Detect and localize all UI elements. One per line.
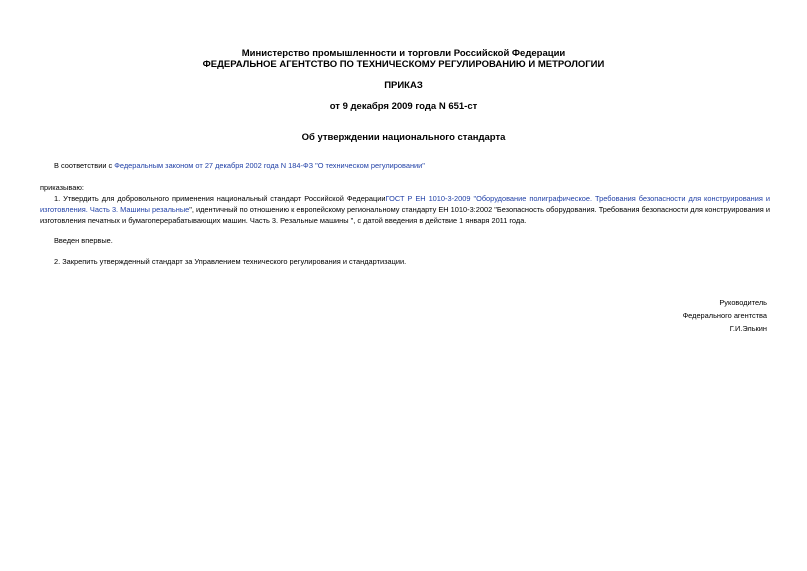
document-type: ПРИКАЗ [384, 80, 423, 91]
signature-name: Г.И.Элькин [729, 324, 767, 333]
signature-position-line1: Руководитель [719, 298, 767, 307]
order-date-number: от 9 декабря 2009 года N 651-ст [329, 101, 478, 112]
first-introduced-note: Введен впервые. [54, 236, 113, 245]
item1-line-3: изготовления печатных и бумагоперерабатывающих машин. Часть 3. Резальные машины ", с датой введения в действие 1 января 2011 года. [40, 216, 527, 225]
gost-link-part2[interactable]: изготовления. Часть 3. Машины резальные [40, 205, 190, 214]
item1-line2-text: ", идентичный по отношению к европейскому региональному стандарту ЕН 1010-3:2002 "Безопасность оборудования. Требования безопасности для конструирования и [189, 205, 770, 214]
item1-line-1 [40, 193, 770, 204]
item1-paragraph [40, 193, 770, 226]
ministry-name: Министерство промышленности и торговли Российской Федерации [241, 48, 566, 59]
federal-law-link[interactable]: Федеральным законом от 27 декабря 2002 года N 184-ФЗ "О техническом регулировании" [114, 161, 425, 170]
item1-line1-text: 1. Утвердить для добровольного применения национальный стандарт Российской Федерации [54, 194, 386, 203]
signature-position-line2: Федерального агентства [682, 311, 767, 320]
preamble-prefix: В соответствии с [54, 161, 115, 170]
preamble-paragraph [54, 160, 425, 171]
item2-paragraph: 2. Закрепить утвержденный стандарт за Управлением технического регулирования и стандартизации. [54, 257, 407, 266]
item1-line-2 [40, 204, 770, 215]
agency-name: ФЕДЕРАЛЬНОЕ АГЕНТСТВО ПО ТЕХНИЧЕСКОМУ РЕГУЛИРОВАНИЮ И МЕТРОЛОГИИ [202, 59, 605, 70]
gost-link-part1[interactable]: ГОСТ Р ЕН 1010-3-2009 "Оборудование полиграфическое. Требования безопасности для конструирования и [385, 194, 770, 203]
order-subject: Об утверждении национального стандарта [301, 132, 506, 143]
order-word: приказываю: [40, 183, 84, 192]
signature-block [683, 296, 767, 335]
